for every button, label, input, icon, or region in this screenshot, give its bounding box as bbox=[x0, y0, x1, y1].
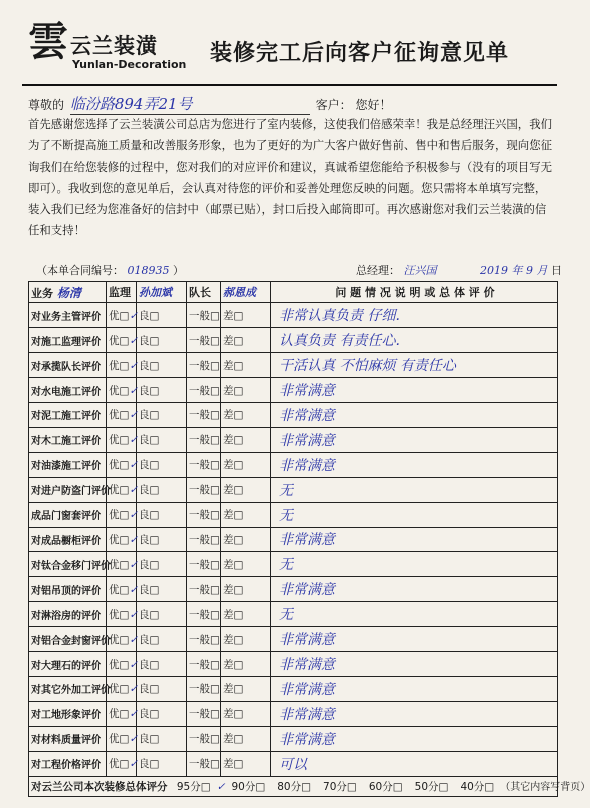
option-good-checkbox[interactable]: 良□ bbox=[137, 427, 187, 452]
row-label: 对工地形象评价 bbox=[29, 701, 107, 726]
table-row bbox=[29, 602, 558, 627]
option-fair-checkbox[interactable]: 一般□ bbox=[187, 577, 221, 602]
check-mark-icon: ✓ bbox=[129, 758, 139, 771]
option-good-checkbox[interactable]: 良□ bbox=[137, 303, 187, 328]
table-row bbox=[29, 627, 558, 652]
option-poor-checkbox[interactable]: 差□ bbox=[221, 676, 271, 701]
table-row bbox=[29, 353, 558, 378]
option-excellent-label: 优□ bbox=[109, 359, 130, 372]
intro-paragraph: 首先感谢您选择了云兰装潢公司总店为您进行了室内装修，这使我们倍感荣幸！我是总经理汪兴国，我们为了不断提高施工质量和改善服务形象，也为了更好的为广大客户做好售前、售中和售后服务，现向您征询我们在给您装修的过程中，您对我们的对应评价和建议，真诚希望您能给予积极参与（没有的项目写无即可）。我收到您的意见单后，会认真对待您的评价和妥善处理您反映的问题。您只需将本单填写完整，装入我们已经为您准备好的信封中（邮票已贴），封口后投入邮筒即可。再次感谢您对我们云兰装潢的信任和支持！ bbox=[28, 117, 552, 238]
option-good-checkbox[interactable]: 良□ bbox=[137, 726, 187, 751]
option-excellent-checkbox[interactable] bbox=[107, 527, 137, 552]
option-poor-checkbox[interactable]: 差□ bbox=[221, 328, 271, 353]
option-fair-checkbox[interactable]: 一般□ bbox=[187, 602, 221, 627]
option-excellent-checkbox[interactable] bbox=[107, 427, 137, 452]
check-mark-icon: ✓ bbox=[129, 583, 139, 596]
option-excellent-checkbox[interactable] bbox=[107, 552, 137, 577]
check-mark-icon: ✓ bbox=[129, 409, 139, 422]
option-excellent-label: 优□ bbox=[109, 633, 130, 646]
score-note: （其它内容写背页） bbox=[500, 782, 590, 794]
option-excellent-label: 优□ bbox=[109, 733, 130, 746]
score-option-checkbox[interactable]: 90分□ bbox=[231, 781, 266, 794]
option-excellent-checkbox[interactable] bbox=[107, 477, 137, 502]
check-mark-icon: ✓ bbox=[129, 558, 139, 571]
check-mark-icon: ✓ bbox=[129, 733, 139, 746]
option-good-checkbox[interactable]: 良□ bbox=[137, 577, 187, 602]
score-option-checkbox[interactable]: 60分□ bbox=[368, 781, 403, 794]
row-comment[interactable]: 非常满意 bbox=[271, 627, 558, 652]
option-fair-checkbox[interactable]: 一般□ bbox=[187, 378, 221, 403]
row-label: 对承揽队长评价 bbox=[29, 353, 107, 378]
option-excellent-label: 优□ bbox=[109, 533, 130, 546]
row-label: 对泥工施工评价 bbox=[29, 402, 107, 427]
option-poor-checkbox[interactable]: 差□ bbox=[221, 577, 271, 602]
option-excellent-label: 优□ bbox=[109, 558, 130, 571]
business-value[interactable]: 杨清 bbox=[56, 285, 81, 300]
sign-date[interactable]: 2019 年 9 月 bbox=[480, 264, 548, 277]
option-excellent-checkbox[interactable] bbox=[107, 303, 137, 328]
option-excellent-checkbox[interactable] bbox=[107, 328, 137, 353]
option-fair-checkbox[interactable]: 一般□ bbox=[187, 402, 221, 427]
option-good-checkbox[interactable]: 良□ bbox=[137, 477, 187, 502]
option-good-checkbox[interactable]: 良□ bbox=[137, 452, 187, 477]
row-comment[interactable]: 无 bbox=[271, 502, 558, 527]
row-comment[interactable]: 干活认真 不怕麻烦 有责任心 bbox=[271, 353, 558, 378]
row-comment[interactable]: 非常满意 bbox=[271, 701, 558, 726]
table-row bbox=[29, 552, 558, 577]
option-fair-checkbox[interactable]: 一般□ bbox=[187, 652, 221, 677]
option-poor-checkbox[interactable]: 差□ bbox=[221, 477, 271, 502]
option-good-checkbox[interactable]: 良□ bbox=[137, 402, 187, 427]
option-good-checkbox[interactable]: 良□ bbox=[137, 751, 187, 776]
option-good-checkbox[interactable]: 良□ bbox=[137, 627, 187, 652]
option-poor-checkbox[interactable]: 差□ bbox=[221, 726, 271, 751]
option-excellent-checkbox[interactable] bbox=[107, 627, 137, 652]
row-comment[interactable]: 非常满意 bbox=[271, 527, 558, 552]
row-label: 对成品橱柜评价 bbox=[29, 527, 107, 552]
option-good-checkbox[interactable]: 良□ bbox=[137, 527, 187, 552]
option-excellent-checkbox[interactable] bbox=[107, 726, 137, 751]
row-comment[interactable]: 非常满意 bbox=[271, 452, 558, 477]
option-good-checkbox[interactable]: 良□ bbox=[137, 701, 187, 726]
option-fair-checkbox[interactable]: 一般□ bbox=[187, 751, 221, 776]
brand-name-cn: 云兰装潢 bbox=[70, 34, 158, 58]
business-cell bbox=[29, 282, 107, 303]
evaluation-table bbox=[28, 281, 590, 797]
table-row bbox=[29, 502, 558, 527]
row-comment[interactable]: 可以 bbox=[271, 751, 558, 776]
table-header-row bbox=[29, 282, 558, 303]
table-row bbox=[29, 477, 558, 502]
option-excellent-checkbox[interactable] bbox=[107, 701, 137, 726]
check-mark-icon: ✓ bbox=[216, 781, 226, 794]
option-good-checkbox[interactable]: 良□ bbox=[137, 652, 187, 677]
option-excellent-checkbox[interactable] bbox=[107, 652, 137, 677]
row-label: 对水电施工评价 bbox=[29, 378, 107, 403]
option-fair-checkbox[interactable]: 一般□ bbox=[187, 676, 221, 701]
row-label: 对大理石的评价 bbox=[29, 652, 107, 677]
check-mark-icon: ✓ bbox=[129, 533, 139, 546]
row-comment[interactable]: 非常满意 bbox=[271, 726, 558, 751]
option-poor-checkbox[interactable]: 差□ bbox=[221, 303, 271, 328]
comment-header: 问 题 情 况 说 明 或 总 体 评 价 bbox=[271, 282, 558, 303]
check-mark-icon: ✓ bbox=[129, 683, 139, 696]
option-excellent-label: 优□ bbox=[109, 658, 130, 671]
team-label: 队长 bbox=[187, 282, 221, 303]
check-mark-icon: ✓ bbox=[129, 309, 139, 322]
option-poor-checkbox[interactable]: 差□ bbox=[221, 602, 271, 627]
option-fair-checkbox[interactable]: 一般□ bbox=[187, 477, 221, 502]
table-row bbox=[29, 751, 558, 776]
option-excellent-checkbox[interactable] bbox=[107, 378, 137, 403]
overall-score-label: 对云兰公司本次装修总体评分 bbox=[31, 781, 168, 794]
option-poor-checkbox[interactable]: 差□ bbox=[221, 378, 271, 403]
check-mark-icon: ✓ bbox=[129, 434, 139, 447]
check-mark-icon: ✓ bbox=[129, 608, 139, 621]
header-divider bbox=[22, 84, 557, 86]
row-comment[interactable]: 非常满意 bbox=[271, 402, 558, 427]
contract-number bbox=[36, 262, 184, 278]
option-excellent-checkbox[interactable] bbox=[107, 676, 137, 701]
table-row bbox=[29, 402, 558, 427]
table-row bbox=[29, 726, 558, 751]
score-option-checkbox[interactable]: 50分□ bbox=[414, 781, 449, 794]
option-excellent-label: 优□ bbox=[109, 683, 130, 696]
check-mark-icon: ✓ bbox=[129, 484, 139, 497]
option-excellent-checkbox[interactable] bbox=[107, 502, 137, 527]
option-good-checkbox[interactable]: 良□ bbox=[137, 552, 187, 577]
table-row bbox=[29, 577, 558, 602]
option-poor-checkbox[interactable]: 差□ bbox=[221, 701, 271, 726]
table-row bbox=[29, 378, 558, 403]
option-excellent-label: 优□ bbox=[109, 409, 130, 422]
option-excellent-label: 优□ bbox=[109, 484, 130, 497]
row-comment[interactable]: 认真负责 有责任心. bbox=[271, 328, 558, 353]
option-good-checkbox[interactable]: 良□ bbox=[137, 353, 187, 378]
option-poor-checkbox[interactable]: 差□ bbox=[221, 627, 271, 652]
option-excellent-label: 优□ bbox=[109, 459, 130, 472]
overall-score-cell bbox=[29, 776, 590, 796]
table-row bbox=[29, 303, 558, 328]
brand-name-en: Yunlan-Decoration bbox=[72, 58, 187, 71]
supervisor-value[interactable]: 孙加斌 bbox=[137, 282, 187, 303]
option-excellent-label: 优□ bbox=[109, 309, 130, 322]
option-excellent-checkbox[interactable] bbox=[107, 402, 137, 427]
option-poor-checkbox[interactable]: 差□ bbox=[221, 427, 271, 452]
overall-score-row bbox=[29, 776, 558, 796]
score-option-checkbox[interactable]: 70分□ bbox=[323, 781, 357, 794]
option-fair-checkbox[interactable]: 一般□ bbox=[187, 328, 221, 353]
manager-signature-line bbox=[356, 262, 562, 278]
check-mark-icon: ✓ bbox=[129, 509, 139, 522]
option-fair-checkbox[interactable]: 一般□ bbox=[187, 452, 221, 477]
business-label: 业务 bbox=[31, 286, 53, 300]
contract-label: （本单合同编号： bbox=[36, 264, 124, 277]
option-excellent-checkbox[interactable] bbox=[107, 577, 137, 602]
option-fair-checkbox[interactable]: 一般□ bbox=[187, 701, 221, 726]
option-poor-checkbox[interactable]: 差□ bbox=[221, 452, 271, 477]
row-label: 对木工施工评价 bbox=[29, 427, 107, 452]
score-option-checkbox[interactable]: 80分□ bbox=[277, 781, 312, 794]
check-mark-icon: ✓ bbox=[129, 334, 139, 347]
row-label: 对材料质量评价 bbox=[29, 726, 107, 751]
option-fair-checkbox[interactable]: 一般□ bbox=[187, 552, 221, 577]
row-label: 对铝合金封窗评价 bbox=[29, 627, 107, 652]
table-row bbox=[29, 676, 558, 701]
row-label: 对施工监理评价 bbox=[29, 328, 107, 353]
row-comment[interactable]: 无 bbox=[271, 477, 558, 502]
salutation-prefix: 尊敬的 bbox=[28, 98, 65, 112]
option-poor-checkbox[interactable]: 差□ bbox=[221, 552, 271, 577]
row-label: 成品门窗套评价 bbox=[29, 502, 107, 527]
team-value[interactable]: 郝恩成 bbox=[221, 282, 271, 303]
option-excellent-checkbox[interactable] bbox=[107, 353, 137, 378]
option-excellent-label: 优□ bbox=[109, 708, 130, 721]
check-mark-icon: ✓ bbox=[129, 459, 139, 472]
option-excellent-label: 优□ bbox=[109, 608, 130, 621]
supervisor-label: 监理 bbox=[107, 282, 137, 303]
check-mark-icon: ✓ bbox=[129, 359, 139, 372]
salutation-greeting: 您好！ bbox=[355, 98, 392, 112]
option-fair-checkbox[interactable]: 一般□ bbox=[187, 303, 221, 328]
option-poor-checkbox[interactable]: 差□ bbox=[221, 353, 271, 378]
row-comment[interactable]: 非常满意 bbox=[271, 652, 558, 677]
option-fair-checkbox[interactable]: 一般□ bbox=[187, 726, 221, 751]
option-fair-checkbox[interactable]: 一般□ bbox=[187, 427, 221, 452]
option-fair-checkbox[interactable]: 一般□ bbox=[187, 527, 221, 552]
option-excellent-checkbox[interactable] bbox=[107, 452, 137, 477]
row-comment[interactable]: 非常认真负责 仔细. bbox=[271, 303, 558, 328]
row-comment[interactable]: 非常满意 bbox=[271, 427, 558, 452]
table-row bbox=[29, 328, 558, 353]
check-mark-icon: ✓ bbox=[129, 658, 139, 671]
option-poor-checkbox[interactable]: 差□ bbox=[221, 751, 271, 776]
option-excellent-label: 优□ bbox=[109, 583, 130, 596]
salutation-line bbox=[28, 93, 392, 115]
table-row bbox=[29, 527, 558, 552]
form-title: 装修完工后向客户征询意见单 bbox=[210, 41, 510, 66]
check-mark-icon: ✓ bbox=[129, 384, 139, 397]
option-excellent-label: 优□ bbox=[109, 334, 130, 347]
contract-value[interactable]: 018935 bbox=[127, 264, 170, 277]
check-mark-icon: ✓ bbox=[129, 708, 139, 721]
row-comment[interactable]: 非常满意 bbox=[271, 577, 558, 602]
option-good-checkbox[interactable]: 良□ bbox=[137, 502, 187, 527]
table-row bbox=[29, 452, 558, 477]
option-good-checkbox[interactable]: 良□ bbox=[137, 676, 187, 701]
row-comment[interactable]: 无 bbox=[271, 602, 558, 627]
score-option-checkbox[interactable]: 95分□ bbox=[176, 781, 211, 794]
option-excellent-label: 优□ bbox=[109, 758, 130, 771]
table-row bbox=[29, 427, 558, 452]
option-excellent-label: 优□ bbox=[109, 509, 130, 522]
row-label: 对其它外加工评价 bbox=[29, 676, 107, 701]
option-excellent-checkbox[interactable] bbox=[107, 602, 137, 627]
score-option-checkbox[interactable]: 40分□ bbox=[460, 781, 495, 794]
company-logo-mark: 雲 bbox=[28, 18, 68, 65]
table-row bbox=[29, 701, 558, 726]
option-excellent-checkbox[interactable] bbox=[107, 751, 137, 776]
row-label: 对进户防盗门评价 bbox=[29, 477, 107, 502]
row-label: 对钛合金移门评价 bbox=[29, 552, 107, 577]
table-row bbox=[29, 652, 558, 677]
contract-close: ） bbox=[173, 264, 184, 277]
row-label: 对铝吊顶的评价 bbox=[29, 577, 107, 602]
option-good-checkbox[interactable]: 良□ bbox=[137, 378, 187, 403]
option-poor-checkbox[interactable]: 差□ bbox=[221, 402, 271, 427]
option-fair-checkbox[interactable]: 一般□ bbox=[187, 627, 221, 652]
row-label: 对淋浴房的评价 bbox=[29, 602, 107, 627]
salutation-suffix: 客户： bbox=[315, 98, 352, 112]
manager-signature[interactable]: 汪兴国 bbox=[403, 264, 437, 277]
row-label: 对业务主管评价 bbox=[29, 303, 107, 328]
row-label: 对油漆施工评价 bbox=[29, 452, 107, 477]
option-excellent-label: 优□ bbox=[109, 434, 130, 447]
option-fair-checkbox[interactable]: 一般□ bbox=[187, 353, 221, 378]
row-comment[interactable]: 非常满意 bbox=[271, 676, 558, 701]
check-mark-icon: ✓ bbox=[129, 633, 139, 646]
sign-day-unit: 日 bbox=[550, 264, 562, 277]
option-fair-checkbox[interactable]: 一般□ bbox=[187, 502, 221, 527]
option-poor-checkbox[interactable]: 差□ bbox=[221, 652, 271, 677]
row-comment[interactable]: 无 bbox=[271, 552, 558, 577]
option-poor-checkbox[interactable]: 差□ bbox=[221, 502, 271, 527]
option-poor-checkbox[interactable]: 差□ bbox=[221, 527, 271, 552]
row-comment[interactable]: 非常满意 bbox=[271, 378, 558, 403]
row-label: 对工程价格评价 bbox=[29, 751, 107, 776]
option-good-checkbox[interactable]: 良□ bbox=[137, 328, 187, 353]
customer-address-field[interactable]: 临汾路894弄21号 bbox=[70, 93, 310, 115]
option-excellent-label: 优□ bbox=[109, 384, 130, 397]
option-good-checkbox[interactable]: 良□ bbox=[137, 602, 187, 627]
manager-label: 总经理： bbox=[356, 264, 400, 277]
